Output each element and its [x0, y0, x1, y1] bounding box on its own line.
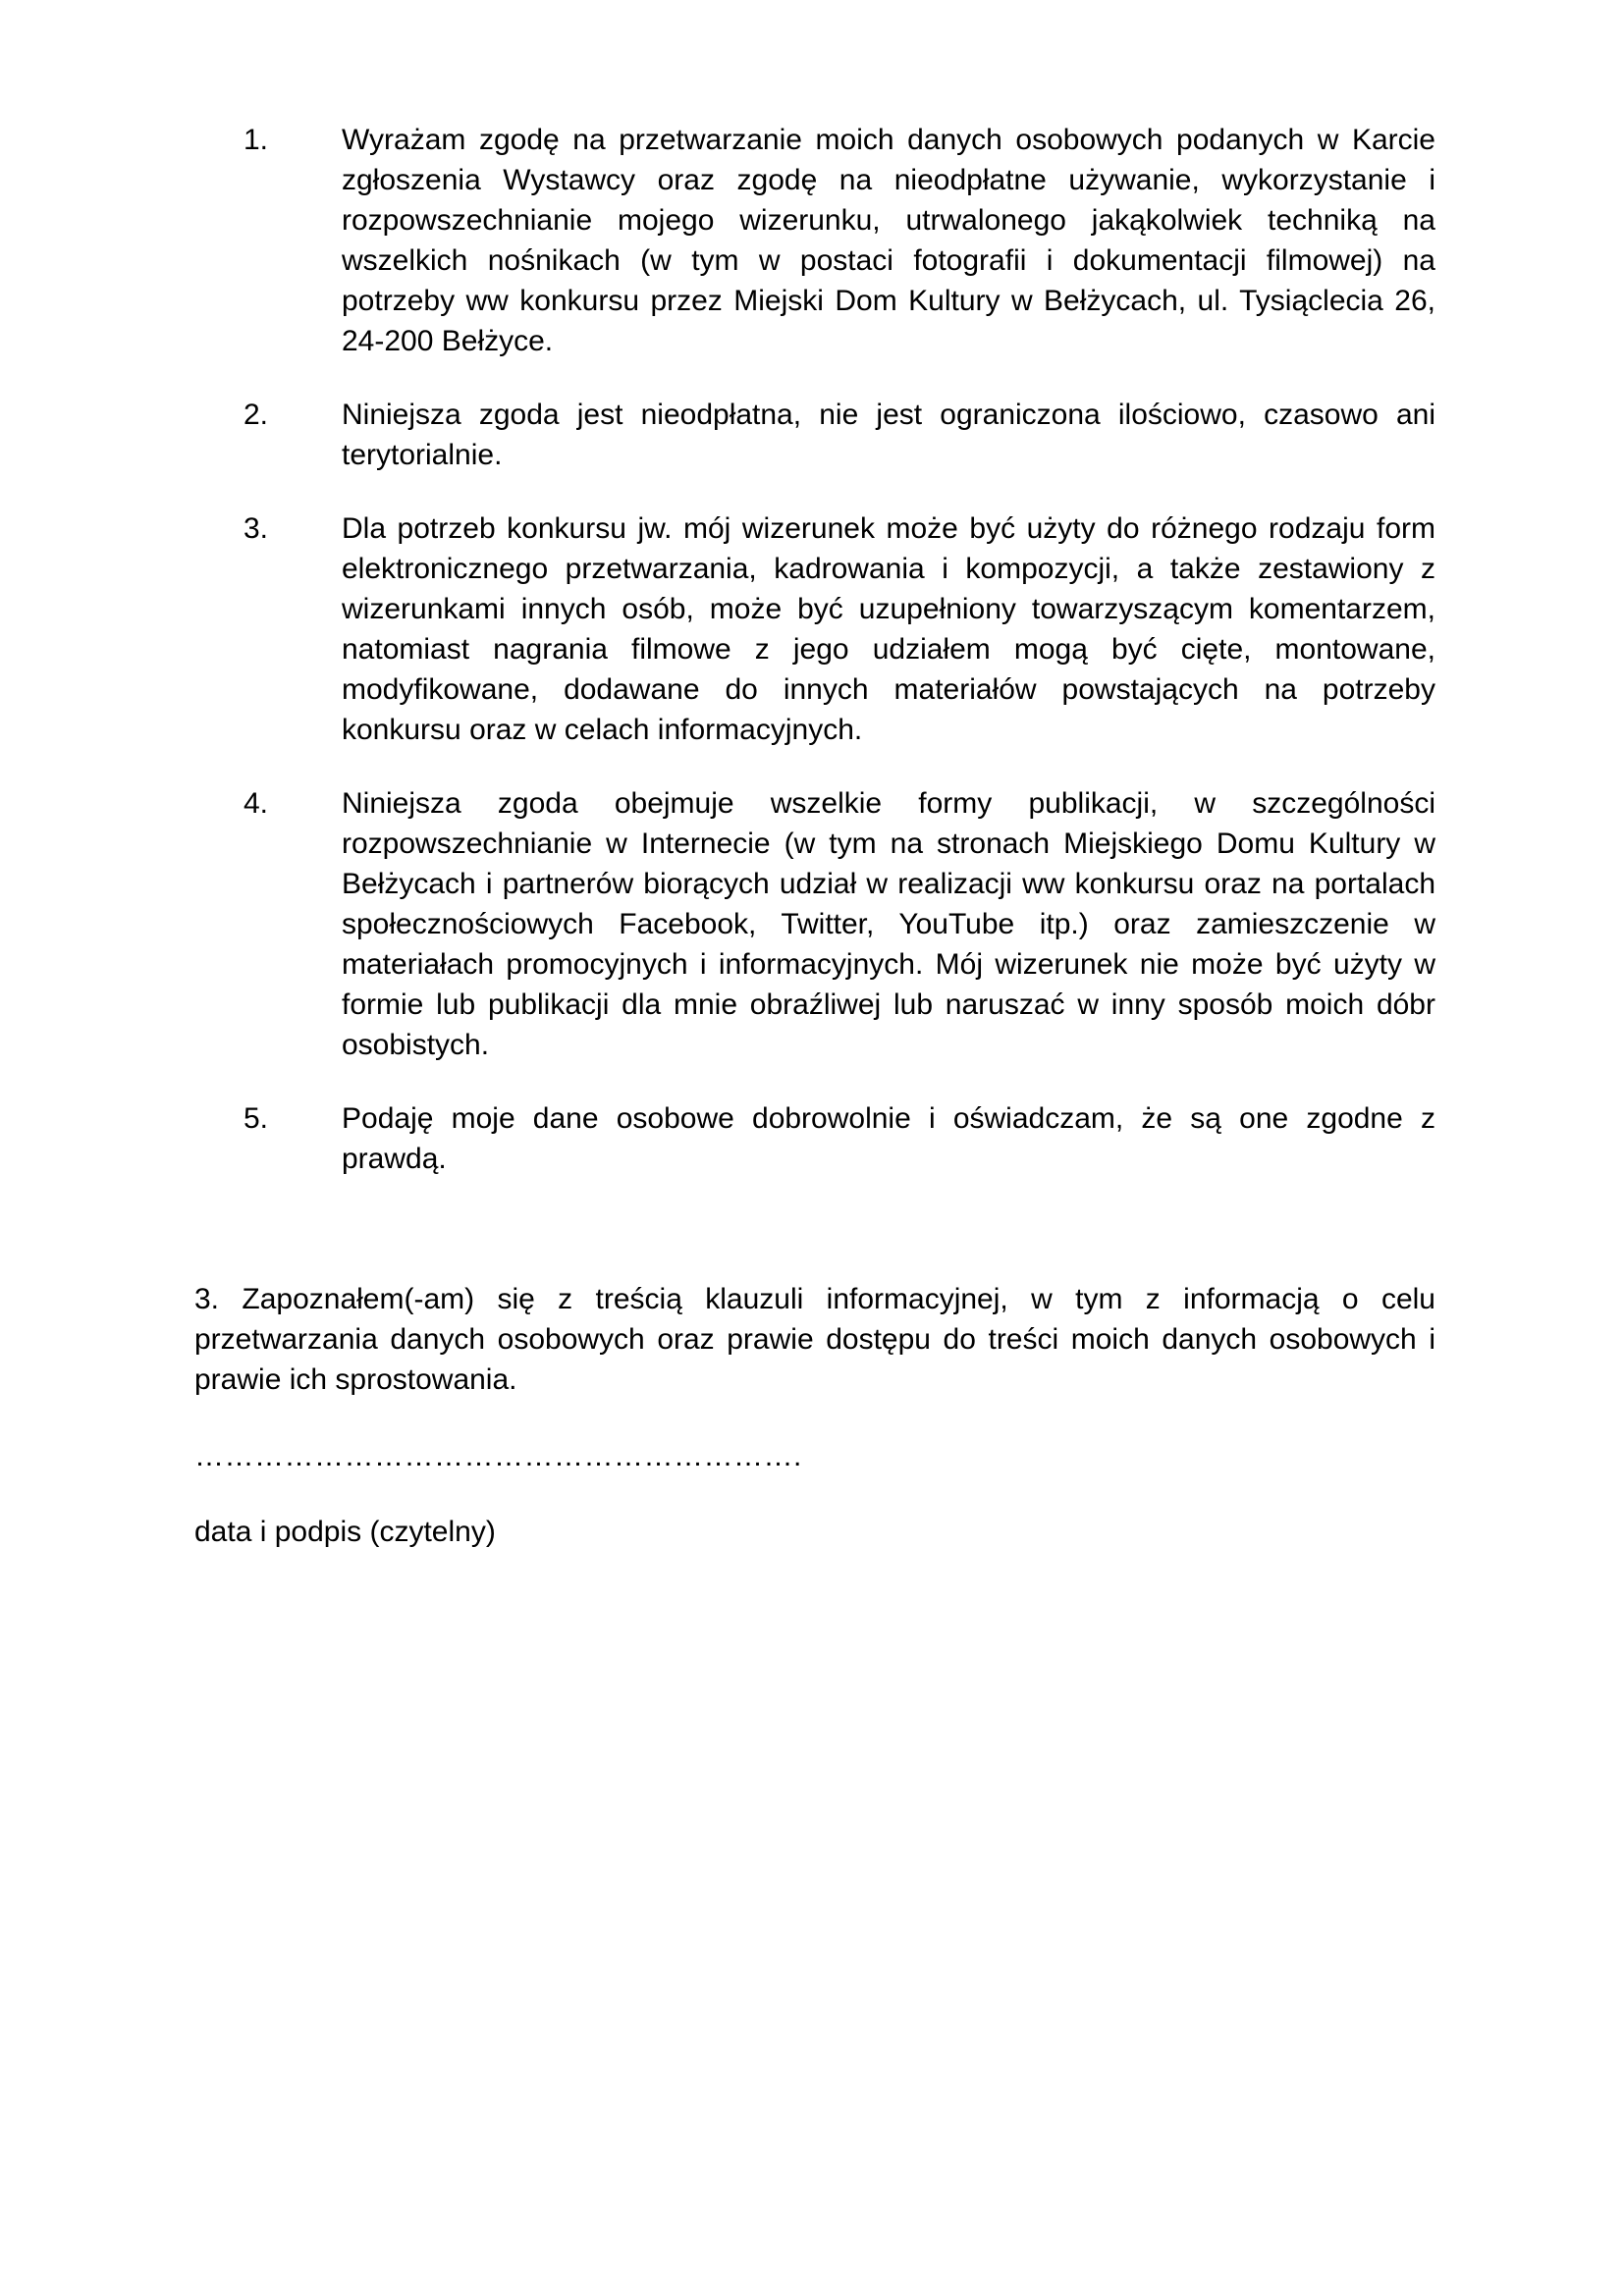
item-number: 2.	[243, 399, 269, 431]
consent-item-1	[194, 120, 1435, 361]
consent-item-5	[194, 1098, 1435, 1179]
item-number: 1.	[243, 124, 269, 156]
consent-item-4	[194, 783, 1435, 1065]
consent-list	[194, 120, 1435, 1212]
info-clause-paragraph: 3. Zapoznałem(-am) się z treścią klauzuli informacyjnej, w tym z informacją o celu przetwarzania danych osobowych oraz prawie dostępu do treści moich danych osobowych i prawie ich sprostowania.	[194, 1283, 1435, 1396]
item-text: Niniejsza zgoda jest nieodpłatna, nie jest ograniczona ilościowo, czasowo ani terytorialnie.	[342, 399, 1435, 471]
consent-item-2	[194, 395, 1435, 475]
consent-item-3	[194, 508, 1435, 750]
item-text: Podaję moje dane osobowe dobrowolnie i oświadczam, że są one zgodne z prawdą.	[342, 1102, 1435, 1175]
signature-label: data i podpis (czytelny)	[194, 1516, 496, 1548]
item-number: 3.	[243, 512, 269, 545]
item-number: 4.	[243, 787, 269, 820]
item-number: 5.	[243, 1102, 269, 1135]
item-text: Wyrażam zgodę na przetwarzanie moich danych osobowych podanych w Karcie zgłoszenia Wystawcy oraz zgodę na nieodpłatne używanie, wykorzystanie i rozpowszechnianie mojego wizerunku, utrwalonego jakąkolwiek techniką na wszelkich nośnikach (w tym w postaci fotografii i dokumentacji filmowej) na potrzeby ww konkursu przez Miejski Dom Kultury w Bełżycach, ul. Tysiąclecia 26, 24-200 Bełżyce.	[342, 124, 1435, 357]
signature-line: …………………………………………………….	[194, 1440, 802, 1472]
item-text: Dla potrzeb konkursu jw. mój wizerunek może być użyty do różnego rodzaju form elektronicznego przetwarzania, kadrowania i kompozycji, a także zestawiony z wizerunkami innych osób, może być uzupełniony towarzyszącym komentarzem, natomiast nagrania filmowe z jego udziałem mogą być cięte, montowane, modyfikowane, dodawane do innych materiałów powstających na potrzeby konkursu oraz w celach informacyjnych.	[342, 512, 1435, 746]
item-text: Niniejsza zgoda obejmuje wszelkie formy publikacji, w szczególności rozpowszechnianie w Internecie (w tym na stronach Miejskiego Domu Kultury w Bełżycach i partnerów biorących udział w realizacji ww konkursu oraz na portalach społecznościowych Facebook, Twitter, YouTube itp.) oraz zamieszczenie w materiałach promocyjnych i informacyjnych. Mój wizerunek nie może być użyty w formie lub publikacji dla mnie obraźliwej lub naruszać w inny sposób moich dóbr osobistych.	[342, 787, 1435, 1061]
